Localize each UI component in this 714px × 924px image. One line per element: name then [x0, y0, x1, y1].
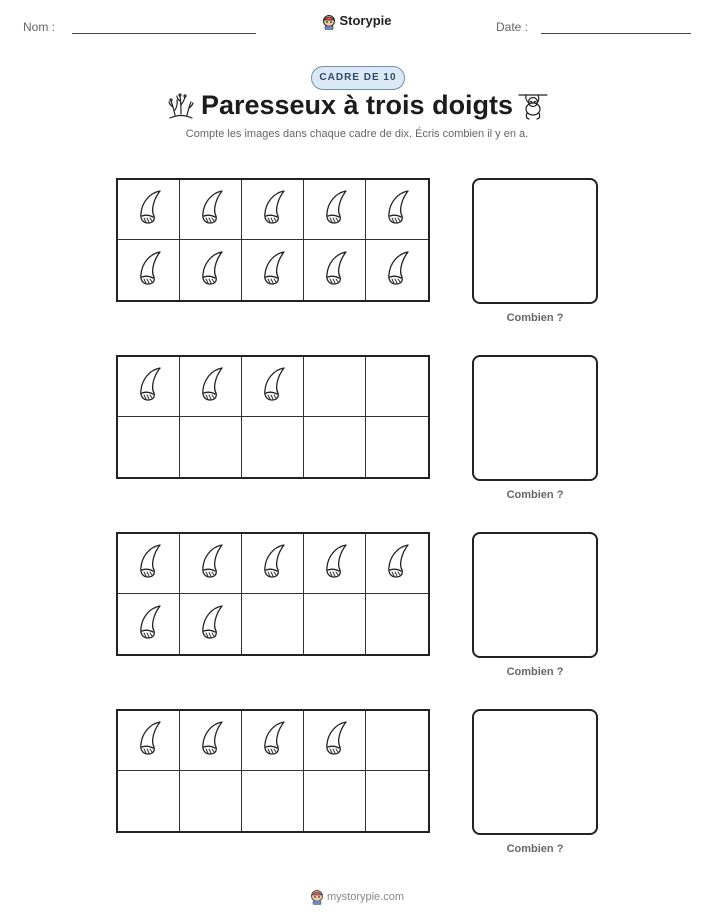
storypie-footer-logo-icon — [310, 889, 324, 905]
frame-cell — [242, 180, 304, 240]
frame-cell — [304, 180, 366, 240]
sloth-claw-icon — [193, 541, 229, 586]
frame-cell — [242, 417, 304, 477]
instructions: Compte les images dans chaque cadre de dix. Écris combien il y en a. — [185, 128, 529, 140]
frame-cell — [180, 180, 242, 240]
sloth-claw-icon — [193, 602, 229, 647]
frame-cell — [366, 417, 428, 477]
frame-cell — [118, 357, 180, 417]
ten-frame-4 — [116, 709, 430, 833]
frame-cell — [180, 240, 242, 300]
frame-cell — [242, 594, 304, 654]
frame-cell — [304, 711, 366, 771]
sloth-claw-icon — [131, 187, 167, 232]
answer-label-3: Combien ? — [506, 666, 564, 678]
sloth-claw-icon — [193, 718, 229, 763]
sloth-claw-icon — [317, 248, 353, 293]
frame-cell — [304, 771, 366, 831]
sloth-claw-icon — [131, 602, 167, 647]
worksheet-badge: CADRE DE 10 — [311, 66, 405, 90]
name-label: Nom : — [23, 20, 56, 34]
sloth-claw-icon — [131, 364, 167, 409]
answer-box-1[interactable] — [472, 178, 598, 304]
sloth-claw-icon — [379, 187, 415, 232]
sloth-claw-icon — [193, 364, 229, 409]
sloth-claw-icon — [193, 248, 229, 293]
ten-frame-1 — [116, 178, 430, 302]
storypie-logo-icon — [322, 14, 336, 30]
frame-cell — [180, 594, 242, 654]
brand-name: Storypie — [339, 13, 392, 28]
sloth-claw-icon — [255, 541, 291, 586]
answer-box-3[interactable] — [472, 532, 598, 658]
frame-cell — [242, 711, 304, 771]
frame-cell — [118, 534, 180, 594]
name-field[interactable] — [72, 33, 256, 34]
sloth-icon — [517, 91, 549, 121]
ten-frame-3 — [116, 532, 430, 656]
frame-cell — [242, 771, 304, 831]
sloth-claw-icon — [131, 541, 167, 586]
sloth-claw-icon — [379, 248, 415, 293]
frame-cell — [118, 594, 180, 654]
ten-frame-2 — [116, 355, 430, 479]
sloth-claw-icon — [255, 364, 291, 409]
frame-cell — [242, 534, 304, 594]
sloth-claw-icon — [131, 718, 167, 763]
frame-cell — [118, 240, 180, 300]
frame-cell — [180, 357, 242, 417]
answer-label-2: Combien ? — [506, 489, 564, 501]
frame-cell — [366, 771, 428, 831]
sloth-claw-icon — [255, 248, 291, 293]
frame-cell — [304, 534, 366, 594]
brand — [0, 13, 714, 30]
frame-cell — [304, 594, 366, 654]
sloth-claw-icon — [131, 248, 167, 293]
date-field[interactable] — [541, 33, 691, 34]
frame-cell — [366, 534, 428, 594]
answer-box-2[interactable] — [472, 355, 598, 481]
frame-cell — [180, 771, 242, 831]
footer — [0, 889, 714, 905]
sloth-claw-icon — [255, 718, 291, 763]
frame-cell — [366, 240, 428, 300]
frame-cell — [304, 417, 366, 477]
frame-cell — [366, 357, 428, 417]
answer-label-4: Combien ? — [506, 843, 564, 855]
frame-cell — [366, 594, 428, 654]
date-label: Date : — [496, 20, 529, 34]
sloth-claw-icon — [255, 187, 291, 232]
frame-cell — [180, 534, 242, 594]
frame-cell — [304, 240, 366, 300]
sloth-claw-icon — [379, 541, 415, 586]
sloth-claw-icon — [317, 718, 353, 763]
frame-cell — [366, 711, 428, 771]
answer-box-4[interactable] — [472, 709, 598, 835]
sloth-claw-icon — [317, 541, 353, 586]
page-title: Paresseux à trois doigts — [200, 90, 514, 120]
sloth-claw-icon — [317, 187, 353, 232]
frame-cell — [242, 240, 304, 300]
frame-cell — [118, 180, 180, 240]
frame-cell — [180, 711, 242, 771]
frame-cell — [242, 357, 304, 417]
frame-cell — [118, 711, 180, 771]
frame-cell — [304, 357, 366, 417]
frame-cell — [118, 417, 180, 477]
answer-label-1: Combien ? — [506, 312, 564, 324]
sloth-claw-icon — [193, 187, 229, 232]
frame-cell — [180, 417, 242, 477]
footer-url: mystorypie.com — [326, 890, 405, 903]
frame-cell — [366, 180, 428, 240]
frame-cell — [118, 771, 180, 831]
